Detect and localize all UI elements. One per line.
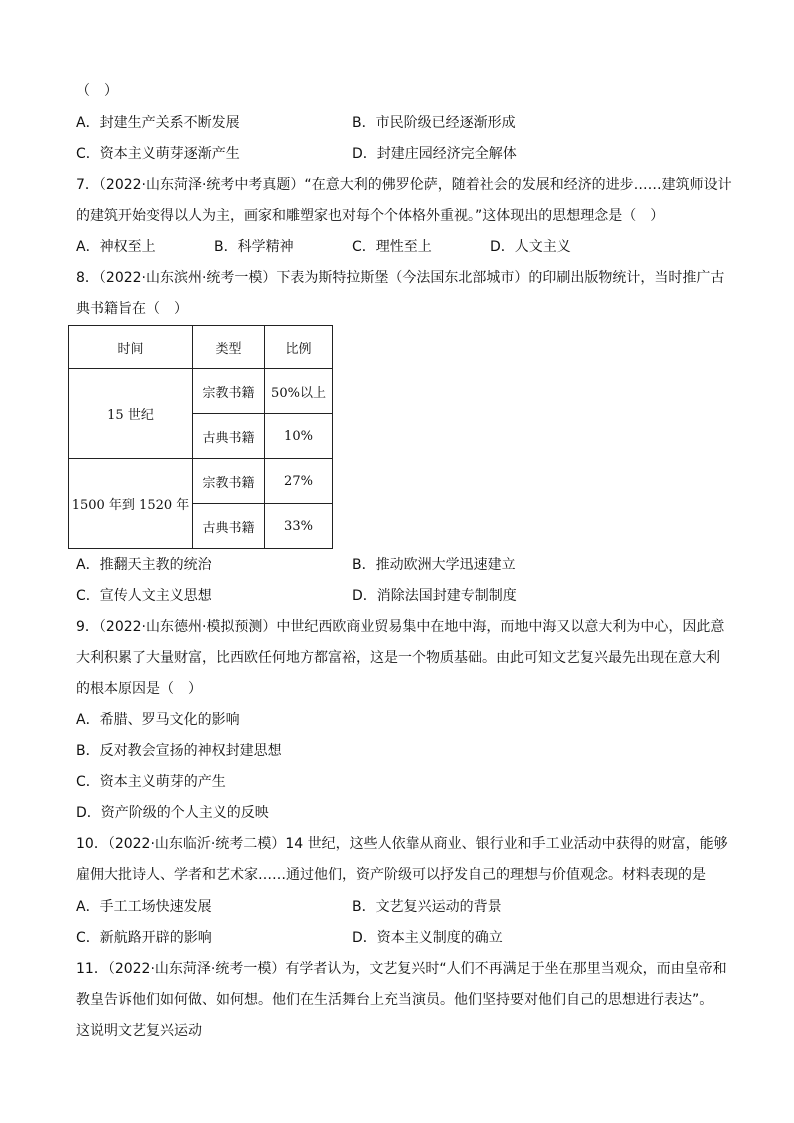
q7-option-b: B．科学精神 (214, 239, 294, 255)
table-type-cell: 宗教书籍 (193, 369, 265, 414)
q9-option-c: C．资本主义萌芽的产生 (76, 774, 226, 790)
table-type-cell: 古典书籍 (193, 504, 265, 549)
q6-stem-tail: （ ） (76, 83, 118, 99)
q6-option-a: A．封建生产关系不断发展 (76, 115, 240, 131)
q10-option-a: A．手工工场快速发展 (76, 899, 212, 915)
q10-option-c: C．新航路开辟的影响 (76, 930, 212, 946)
q7-stem-line2: 的建筑开始变得以人为主，画家和雕塑家也对每个个体格外重视。”这体现出的思想理念是（ ） (76, 208, 665, 224)
table-row (69, 369, 333, 414)
q10-option-b: B．文艺复兴运动的背景 (352, 899, 502, 915)
q9-option-b: B．反对教会宣扬的神权封建思想 (76, 743, 282, 759)
q9-stem-line3: 的根本原因是（ ） (76, 681, 202, 697)
table-period-cell: 1500 年到 1520 年 (69, 459, 193, 549)
q7-option-c: C．理性至上 (352, 239, 432, 255)
q8-stem-line2: 典书籍旨在（ ） (76, 301, 188, 317)
q8-statistics-table (68, 325, 333, 549)
q7-stem-line1: 7．（2022·山东菏泽·统考中考真题）“在意大利的佛罗伦萨，随着社会的发展和经济的进步……建筑师设计 (76, 177, 732, 193)
table-header-ratio: 比例 (265, 326, 333, 369)
q6-option-b: B．市民阶级已经逐渐形成 (352, 115, 516, 131)
table-row (69, 459, 333, 504)
q6-option-d: D．封建庄园经济完全解体 (352, 146, 517, 162)
table-ratio-cell: 33% (265, 504, 333, 549)
q8-option-d: D．消除法国封建专制制度 (352, 588, 517, 604)
q8-stem-line1: 8．（2022·山东滨州·统考一模）下表为斯特拉斯堡（今法国东北部城市）的印刷出版物统计，当时推广古 (76, 270, 725, 286)
table-type-cell: 古典书籍 (193, 414, 265, 459)
table-ratio-cell: 50%以上 (265, 369, 333, 414)
q11-stem-line3: 这说明文艺复兴运动 (76, 1023, 202, 1039)
table-ratio-cell: 10% (265, 414, 333, 459)
q11-stem-line1: 11．（2022·山东菏泽·统考一模）有学者认为，文艺复兴时“人们不再满足于坐在那里当观众，而由皇帝和 (76, 961, 727, 977)
table-period-cell: 15 世纪 (69, 369, 193, 459)
q9-stem-line1: 9．（2022·山东德州·模拟预测）中世纪西欧商业贸易集中在地中海，而地中海又以意大利为中心，因此意 (76, 619, 725, 635)
q7-option-a: A．神权至上 (76, 239, 156, 255)
table-type-cell: 宗教书籍 (193, 459, 265, 504)
table-ratio-cell: 27% (265, 459, 333, 504)
q8-option-c: C．宣传人文主义思想 (76, 588, 212, 604)
table-header-type: 类型 (193, 326, 265, 369)
q8-option-a: A．推翻天主教的统治 (76, 557, 212, 573)
table-header-row (69, 326, 333, 369)
q8-option-b: B．推动欧洲大学迅速建立 (352, 557, 516, 573)
q6-option-c: C．资本主义萌芽逐渐产生 (76, 146, 240, 162)
q11-stem-line2: 教皇告诉他们如何做、如何想。他们在生活舞台上充当演员。他们坚持要对他们自己的思想进行表达”。 (76, 992, 714, 1008)
q9-option-a: A．希腊、罗马文化的影响 (76, 712, 240, 728)
table-header-time: 时间 (69, 326, 193, 369)
q9-option-d: D．资产阶级的个人主义的反映 (76, 805, 269, 821)
q10-stem-line1: 10．（2022·山东临沂·统考二模）14 世纪，这些人依靠从商业、银行业和手工业活动中获得的财富，能够 (76, 836, 728, 852)
q9-stem-line2: 大利积累了大量财富，比西欧任何地方都富裕，这是一个物质基础。由此可知文艺复兴最先出现在意大利 (76, 650, 720, 666)
q10-stem-line2: 雇佣大批诗人、学者和艺术家……通过他们，资产阶级可以抒发自己的理想与价值观念。材料表现的是 (76, 867, 706, 883)
q7-option-d: D．人文主义 (490, 239, 571, 255)
q10-option-d: D．资本主义制度的确立 (352, 930, 503, 946)
